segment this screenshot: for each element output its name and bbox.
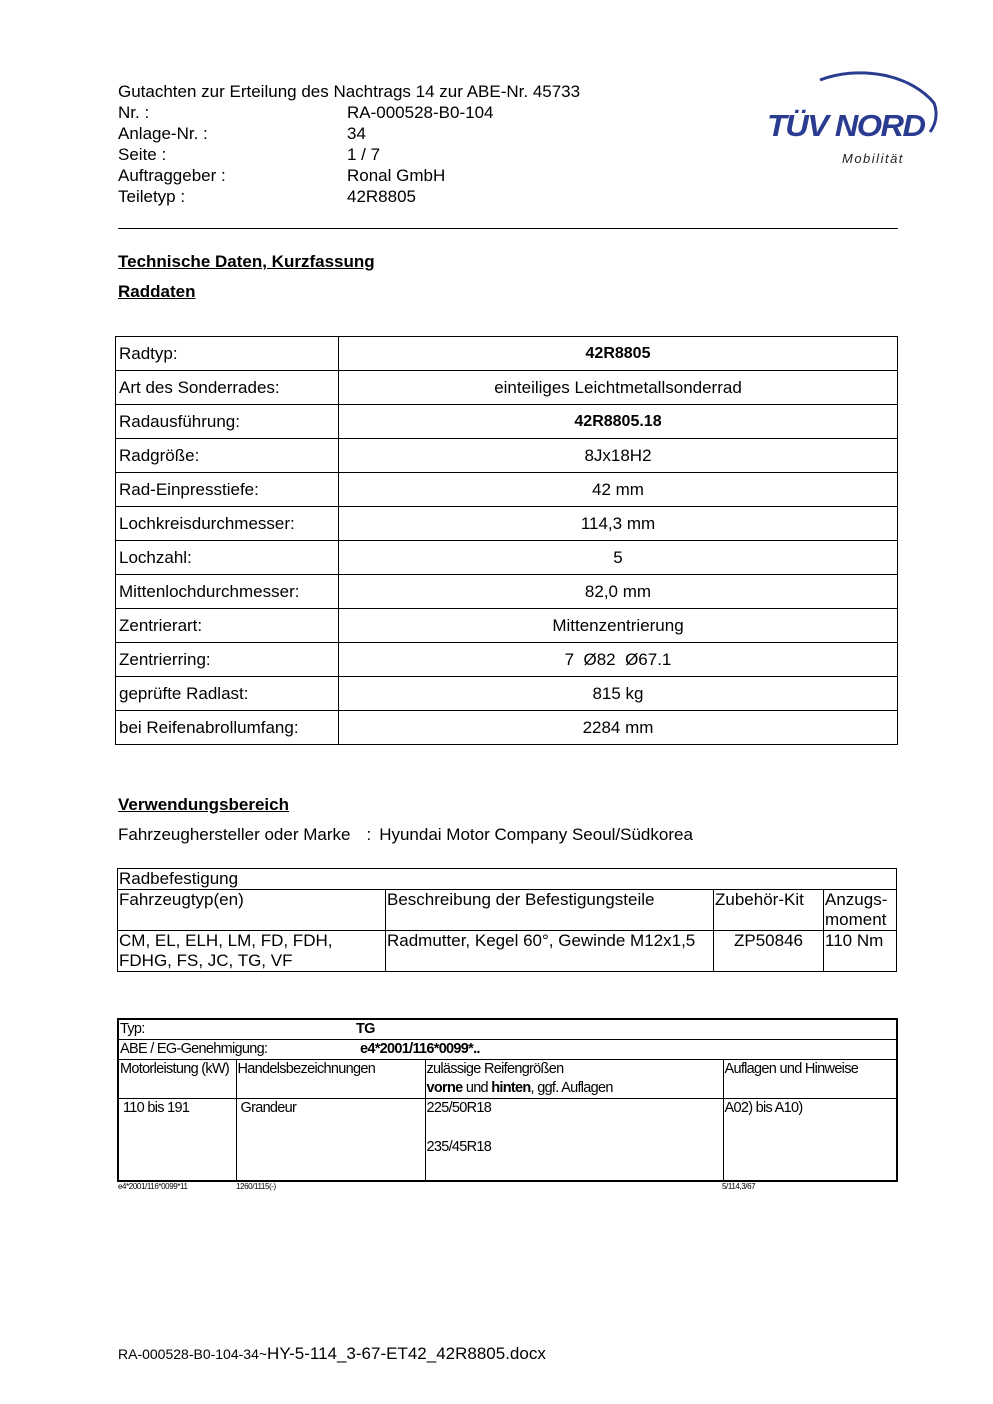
abe-value: e4*2001/116*0099*.. [360, 1041, 480, 1057]
document-header [118, 81, 718, 207]
logo-wordmark: TÜV NORD [767, 108, 925, 143]
typ-row [118, 1019, 897, 1040]
manufacturer-separator: : [366, 825, 372, 844]
column-header: Zubehör-Kit [714, 890, 824, 931]
table-title: Radbefestigung [118, 869, 897, 890]
logo-subtitle: Mobilität [842, 151, 904, 166]
manufacturer-value: Hyundai Motor Company Seoul/Südkorea [379, 825, 693, 844]
table-row [118, 1099, 897, 1181]
footnote-bolt-pattern: 5/114,3/67 [722, 1182, 756, 1191]
row-label: Lochkreisdurchmesser: [116, 507, 339, 541]
page-footer [118, 1344, 546, 1364]
table-row [116, 405, 898, 439]
column-header: Beschreibung der Befestigungsteile [386, 890, 714, 931]
trade-name: Grandeur [236, 1099, 425, 1181]
header-value: 42R8805 [347, 187, 417, 206]
column-header: Fahrzeugtyp(en) [118, 890, 386, 931]
fastening-description: Radmutter, Kegel 60°, Gewinde M12x1,5 [386, 931, 714, 972]
table-row [116, 643, 898, 677]
row-value: 42R8805.18 [339, 405, 898, 439]
table-row [116, 677, 898, 711]
row-label: Lochzahl: [116, 541, 339, 575]
header-row-teiletyp [118, 186, 718, 207]
label-vorne: vorne [426, 1080, 463, 1096]
row-value: 8Jx18H2 [339, 439, 898, 473]
tire-size: 225/50R18 [426, 1100, 492, 1116]
report-title: Gutachten zur Erteilung des Nachtrags 14 zur ABE-Nr. 45733 [118, 82, 581, 101]
table-row [118, 1019, 897, 1040]
header-value: 34 [347, 124, 366, 143]
typ-table [117, 1018, 898, 1182]
table-row [116, 507, 898, 541]
footer-filename: HY-5-114_3-67-ET42_42R8805.docx [267, 1344, 546, 1363]
typ-value: TG [356, 1021, 375, 1037]
header-value: RA-000528-B0-104 [347, 103, 494, 122]
row-label: Art des Sonderrades: [116, 371, 339, 405]
abe-row [118, 1040, 897, 1060]
row-label: Radgröße: [116, 439, 339, 473]
table-header-row [118, 1060, 897, 1099]
table-row [118, 931, 897, 972]
row-value: 114,3 mm [339, 507, 898, 541]
row-value: 2284 mm [339, 711, 898, 745]
section-title-verwendung: Verwendungsbereich [118, 795, 289, 814]
tuv-nord-logo [762, 58, 942, 173]
row-value: Mittenzentrierung [339, 609, 898, 643]
header-label: Teiletyp : [118, 187, 186, 206]
table-row [116, 337, 898, 371]
section-title-raddaten: Raddaten [118, 282, 196, 301]
table-row [116, 609, 898, 643]
row-label: geprüfte Radlast: [116, 677, 339, 711]
header-row-auftraggeber [118, 165, 718, 186]
header-label: Auftraggeber : [118, 166, 226, 185]
motor-power: 110 bis 191 [118, 1099, 236, 1181]
raddaten-table [115, 336, 898, 745]
row-value: 82,0 mm [339, 575, 898, 609]
row-label: Rad-Einpresstiefe: [116, 473, 339, 507]
row-value: 7 Ø82 Ø67.1 [339, 643, 898, 677]
table-row [116, 541, 898, 575]
vehicle-types: CM, EL, ELH, LM, FD, FDH, FDHG, FS, JC, TG, VF [118, 931, 386, 972]
header-row-anlage [118, 123, 718, 144]
label-hinten: hinten [491, 1080, 531, 1096]
column-header: Anzugs-moment [824, 890, 897, 931]
radbefestigung-table [117, 868, 897, 972]
column-header-sub [427, 1079, 722, 1098]
column-header: Motorleistung (kW) [118, 1060, 236, 1099]
table-row [116, 711, 898, 745]
row-label: Radausführung: [116, 405, 339, 439]
header-value: Ronal GmbH [347, 166, 446, 185]
conditions: A02) bis A10) [723, 1099, 897, 1181]
row-label: Radtyp: [116, 337, 339, 371]
header-label: Anlage-Nr. : [118, 124, 208, 143]
table-row [116, 439, 898, 473]
column-header: zulässige Reifengrößen [426, 1061, 564, 1077]
tire-sizes [425, 1099, 723, 1181]
label-und: und [462, 1080, 492, 1096]
section-title-tech: Technische Daten, Kurzfassung [118, 252, 375, 271]
row-label: Zentrierring: [116, 643, 339, 677]
column-header: Handelsbezeichnungen [236, 1060, 425, 1099]
table-row [116, 473, 898, 507]
column-header: Auflagen und Hinweise [723, 1060, 897, 1099]
torque: 110 Nm [824, 931, 897, 972]
row-value: 5 [339, 541, 898, 575]
row-value: 815 kg [339, 677, 898, 711]
table-row [116, 575, 898, 609]
header-divider [118, 228, 898, 229]
typ-label: Typ: [120, 1021, 145, 1037]
table-row [118, 869, 897, 890]
table-row [118, 1040, 897, 1060]
table-row [116, 371, 898, 405]
table-header-row [118, 890, 897, 931]
header-label: Seite : [118, 145, 167, 164]
manufacturer-label: Fahrzeughersteller oder Marke [118, 825, 351, 844]
header-label: Nr. : [118, 103, 150, 122]
row-label: Zentrierart: [116, 609, 339, 643]
manufacturer-line [118, 825, 693, 845]
column-header-reifen [425, 1060, 723, 1099]
accessory-kit: ZP50846 [714, 931, 824, 972]
abe-label: ABE / EG-Genehmigung: [120, 1041, 268, 1057]
header-row-seite [118, 144, 718, 165]
row-value: 42R8805 [339, 337, 898, 371]
tire-size: 235/45R18 [426, 1139, 492, 1155]
footnote-approval: e4*2001/116*0099*11 [118, 1182, 188, 1191]
header-value: 1 / 7 [347, 145, 381, 164]
row-label: bei Reifenabrollumfang: [116, 711, 339, 745]
header-row-nr [118, 102, 718, 123]
row-value: 42 mm [339, 473, 898, 507]
footnote-weights: 1260/1115(-) [236, 1182, 276, 1191]
footer-doc-id: RA-000528-B0-104-34~ [118, 1346, 268, 1362]
label-rest: , ggf. Auflagen [530, 1080, 613, 1096]
row-value: einteiliges Leichtmetallsonderrad [339, 371, 898, 405]
row-label: Mittenlochdurchmesser: [116, 575, 339, 609]
